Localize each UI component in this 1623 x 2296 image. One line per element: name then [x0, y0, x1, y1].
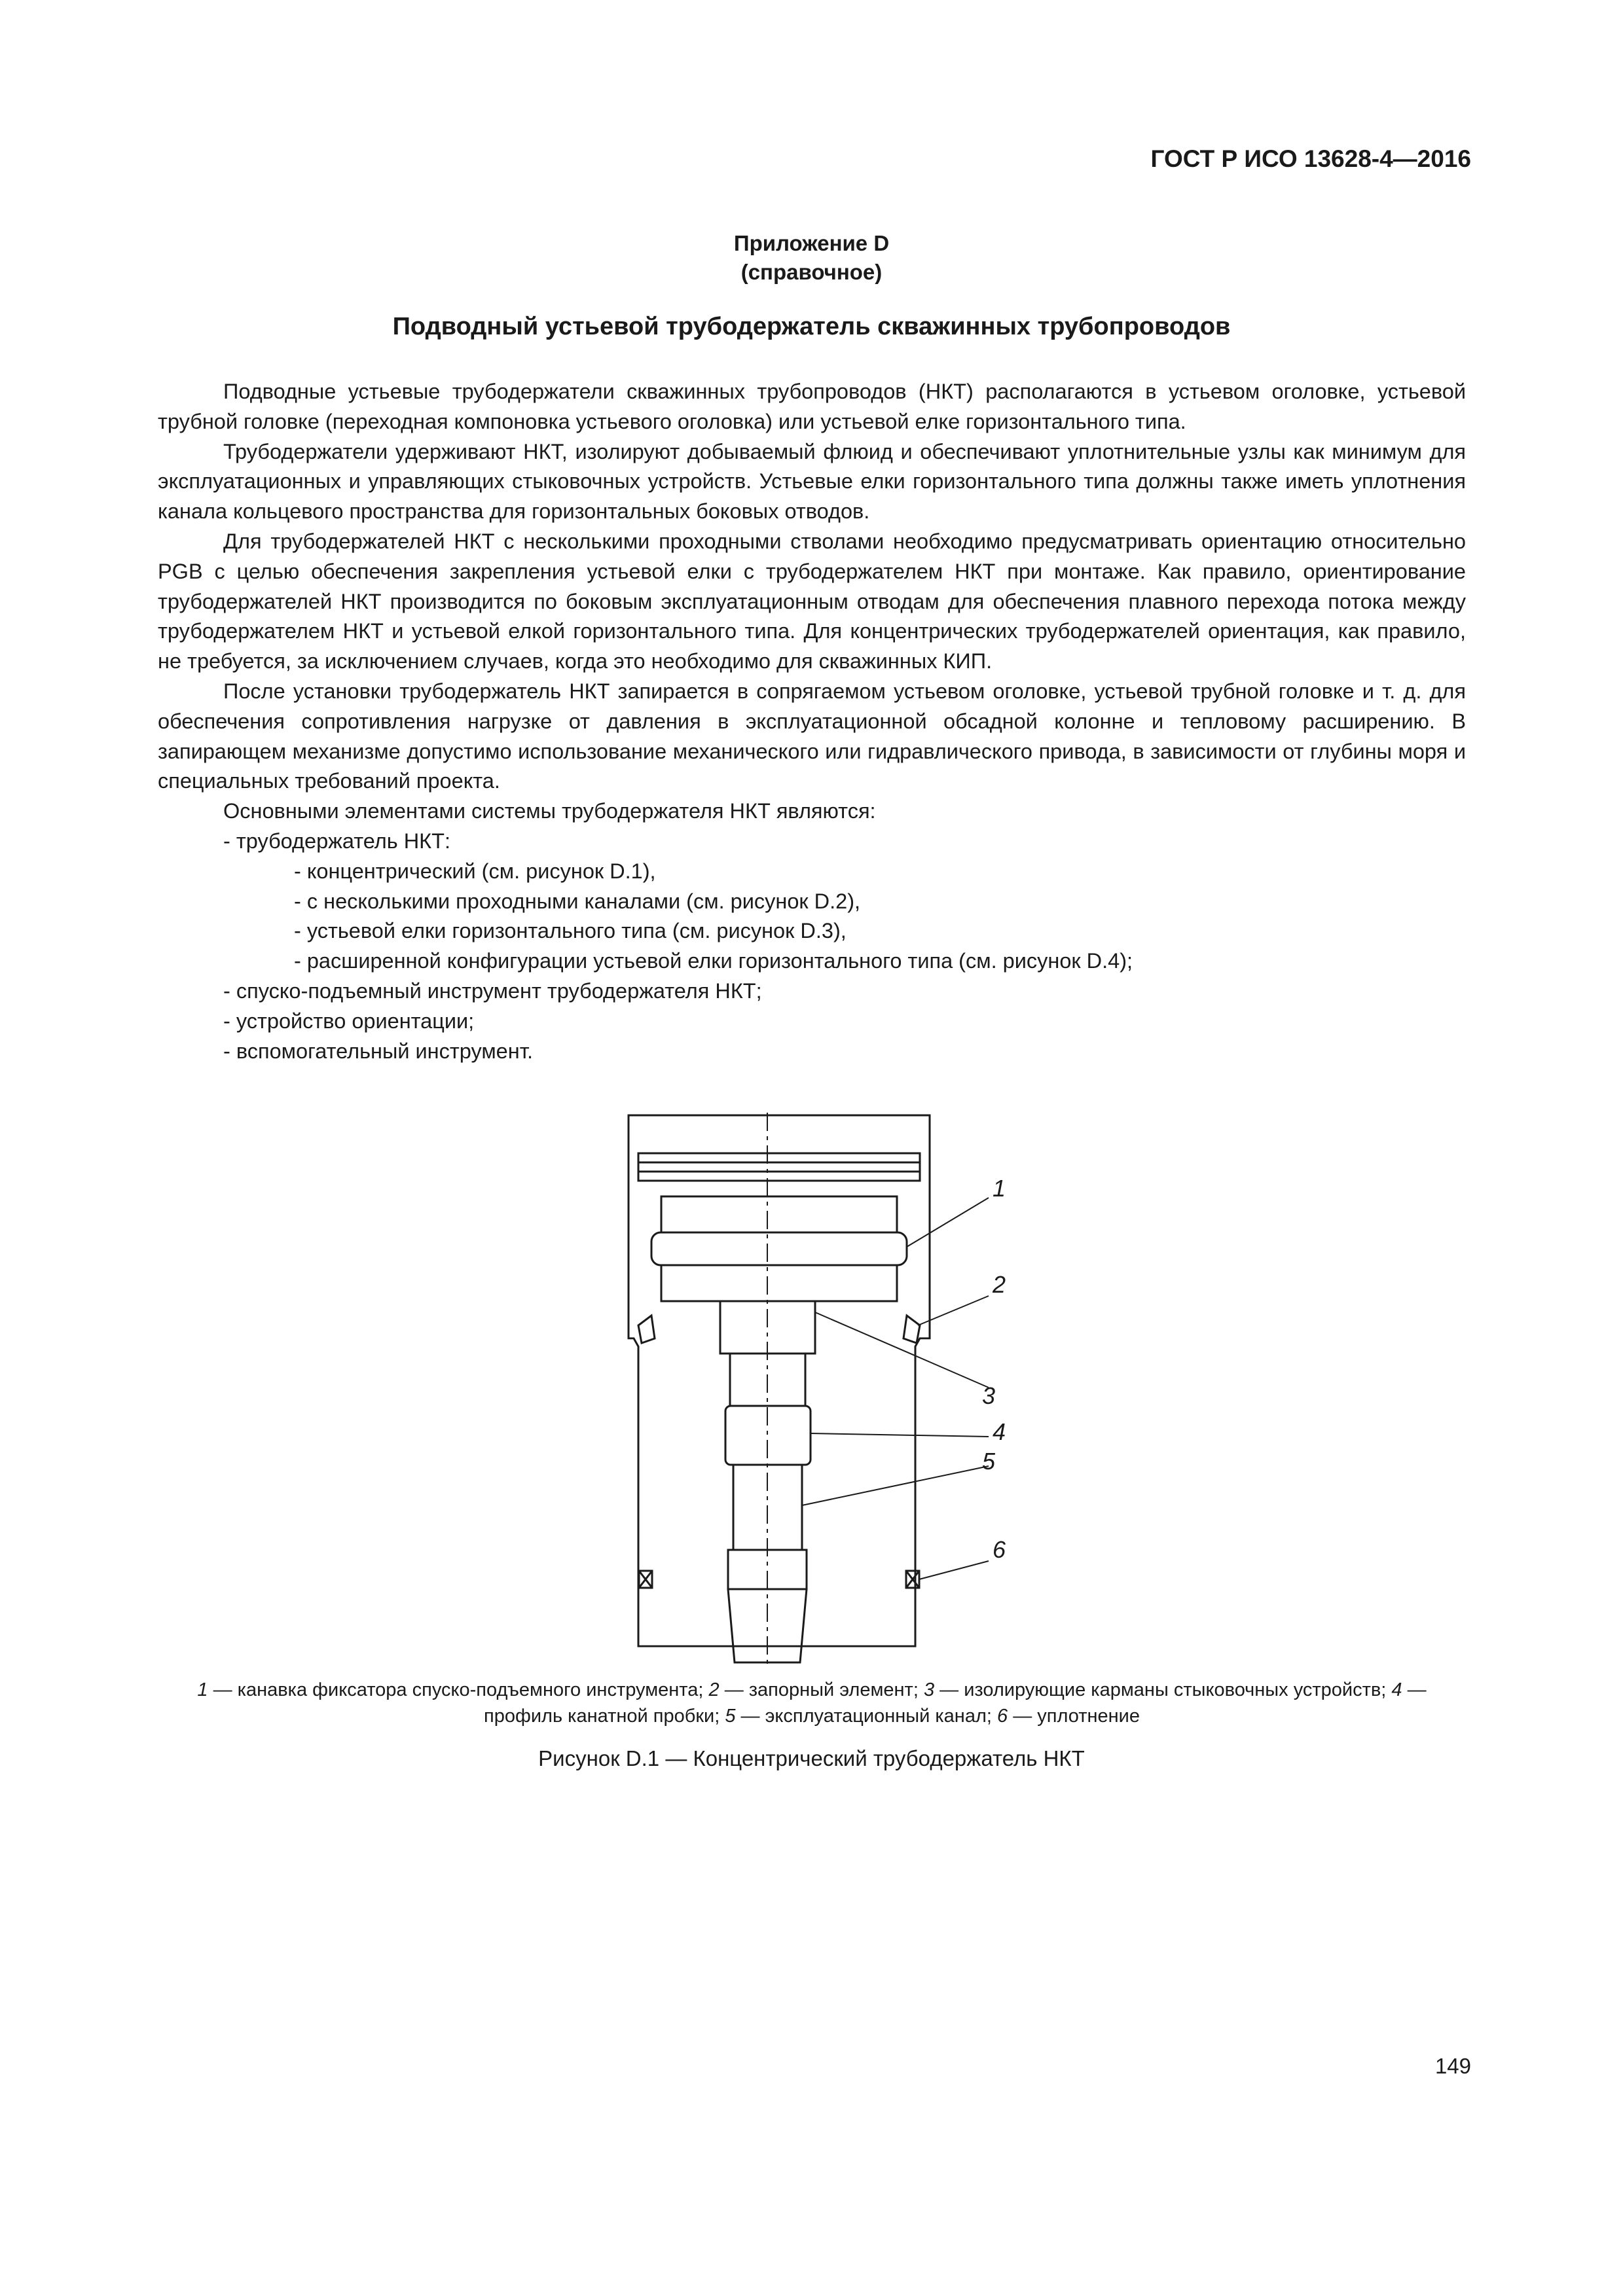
legend-num: 2: [708, 1679, 720, 1700]
section-title: Подводный устьевой трубодержатель скважинных трубопроводов: [392, 313, 1231, 340]
paragraph: Трубодержатели удерживают НКТ, изолируют добываемый флюид и обеспечивают уплотнительные узлы как минимум для эксплуатационных и управляющих стыковочных устройств. Устьевые елки горизонтального типа должны также иметь уплотнения канала кольцевого пространства для горизонтальных боковых отводов.: [158, 439, 1466, 524]
figure-caption: Рисунок D.1 — Концентрический трубодержатель НКТ: [538, 1746, 1085, 1770]
legend-text: — канавка фиксатора спуско-подъемного инструмента;: [213, 1679, 709, 1700]
callout-5: 5: [982, 1448, 996, 1475]
tubing-hanger-drawing: [589, 1113, 1034, 1669]
legend-num: 4: [1391, 1679, 1402, 1700]
standard-code: ГОСТ Р ИСО 13628-4—2016: [1150, 145, 1471, 172]
element-list: [158, 827, 1466, 1066]
list-item: - концентрический (см. рисунок D.1),: [294, 859, 656, 883]
leader-2: [918, 1296, 989, 1325]
leader-6: [919, 1561, 989, 1579]
legend-num: 3: [923, 1679, 935, 1700]
callout-3: 3: [982, 1382, 996, 1409]
paragraph: Основными элементами системы трубодержателя НКТ являются:: [223, 799, 876, 823]
legend-text: — профиль канатной пробки;: [484, 1679, 1427, 1727]
list-item: - устьевой елки горизонтального типа (см. рисунок D.3),: [294, 919, 847, 943]
legend-text: — уплотнение: [1013, 1706, 1140, 1727]
leader-4: [811, 1433, 989, 1437]
callout-6: 6: [993, 1536, 1006, 1563]
annex-type: (справочное): [740, 260, 883, 284]
legend-text: — запорный элемент;: [724, 1679, 924, 1700]
top-band: [638, 1153, 920, 1181]
list-item: - устройство ориентации;: [223, 1009, 475, 1033]
callout-2: 2: [993, 1271, 1006, 1298]
upper-block: [661, 1196, 897, 1232]
annex-heading: [0, 229, 1623, 287]
legend-num: 5: [725, 1706, 736, 1727]
paragraph: Для трубодержателей НКТ с несколькими проходными стволами необходимо предусматривать ориентацию относительно PGB с целью обеспечения закрепления устьевой елки с трубодержателем НКТ при монтаже. Как правило, ориентирование трубодержателей НКТ производится по боковым эксплуатационным отводам для обеспечения плавного перехода потока между трубодержателем НКТ и устьевой елкой горизонтального типа. Для концентрических трубодержателей ориентация, как правило, не требуется, за исключением случаев, когда это необходимо для скважинных КИП.: [158, 529, 1466, 673]
body-text: [158, 377, 1466, 1066]
annex-title: Приложение D: [733, 231, 890, 255]
list-item: - расширенной конфигурации устьевой елки горизонтального типа (см. рисунок D.4);: [294, 949, 1133, 973]
technical-drawing: [589, 1113, 1034, 1669]
list-item: - спуско-подъемный инструмент трубодержателя НКТ;: [223, 978, 762, 1003]
callout-4: 4: [993, 1418, 1006, 1445]
legend-text: — эксплуатационный канал;: [740, 1706, 997, 1727]
lock-left: [638, 1316, 655, 1343]
list-item: - с несколькими проходными каналами (см. рисунок D.2),: [294, 889, 861, 913]
leader-3: [815, 1312, 989, 1388]
lock-right: [903, 1316, 920, 1343]
legend-num: 1: [197, 1679, 208, 1700]
outer-body: [629, 1115, 930, 1646]
paragraph: После установки трубодержатель НКТ запирается в сопрягаемом устьевом оголовке, устьевой трубной головке и т. д. для обеспечения сопротивления нагрузке от давления в эксплуатационной обсадной колонне и тепловому расширению. В запирающем механизме допустимо использование механического или гидравлического привода, в зависимости от глубины моря и специальных требований проекта.: [158, 679, 1466, 793]
legend-num: 6: [997, 1706, 1008, 1727]
paragraph: Подводные устьевые трубодержатели скважинных трубопроводов (НКТ) располагаются в устьевом оголовке, устьевой трубной головке (переходная компоновка устьевого оголовка) или устьевой елке горизонтального типа.: [158, 380, 1466, 433]
lower-block: [661, 1265, 897, 1301]
list-item: - вспомогательный инструмент.: [223, 1039, 534, 1063]
running-tool-groove: [651, 1232, 907, 1265]
figure-legend: [196, 1677, 1427, 1729]
list-item: - трубодержатель НКТ:: [223, 829, 450, 853]
leader-5: [802, 1466, 989, 1505]
callout-1: 1: [993, 1175, 1006, 1202]
legend-text: — изолирующие карманы стыковочных устройств;: [939, 1679, 1392, 1700]
page-number: 149: [1434, 2054, 1471, 2078]
leader-1: [907, 1198, 989, 1247]
